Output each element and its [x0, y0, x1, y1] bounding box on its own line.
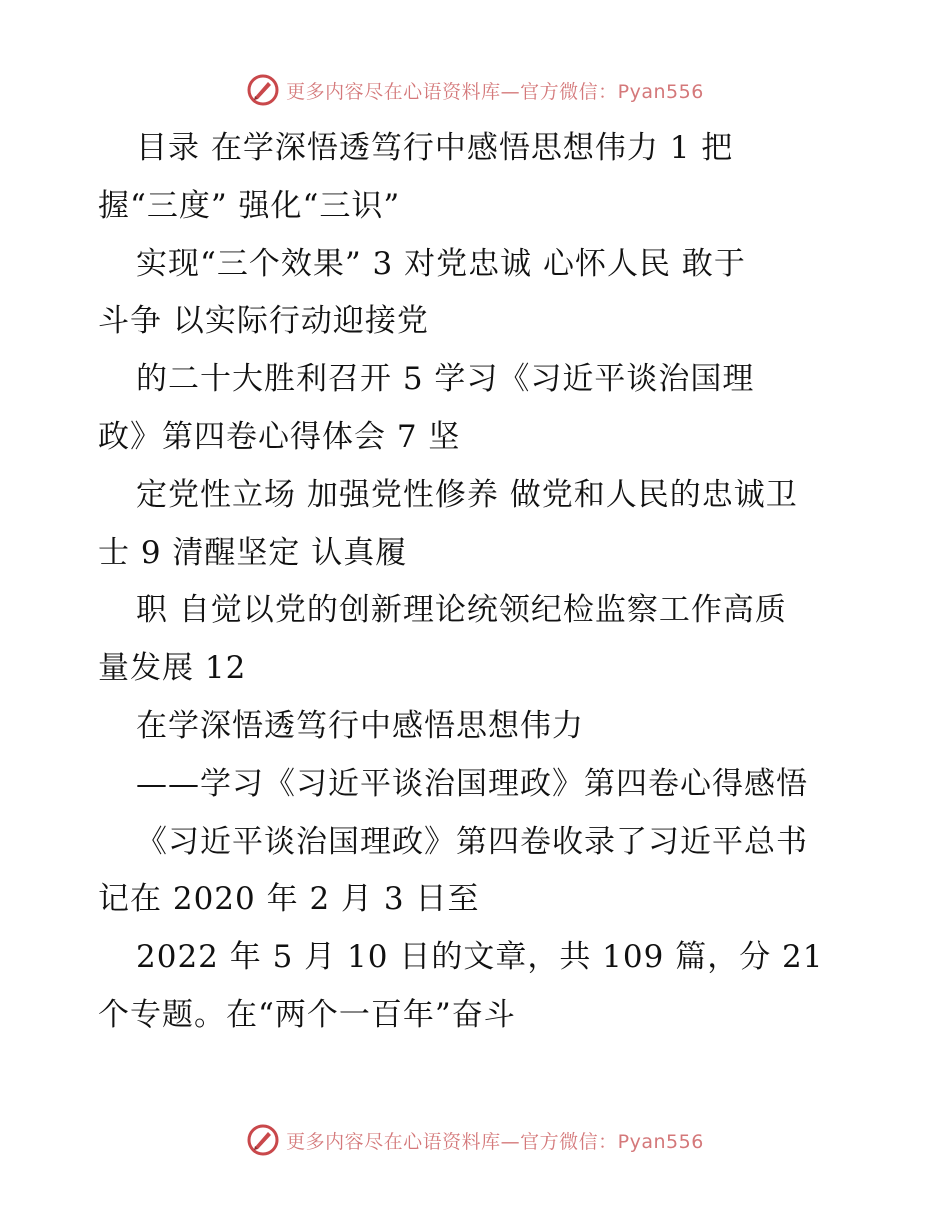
text-line-14: 记在 2020 年 2 月 3 日至 [98, 881, 480, 918]
watermark-text: 更多内容尽在心语资料库—官方微信：Pyan556 [286, 1130, 704, 1153]
quill-logo-icon [246, 1123, 280, 1157]
text-line-1: 目录 在学深悟透笃行中感悟思想伟力 1 把 [136, 130, 734, 166]
text-line-3: 实现“三个效果” 3 对党忠诚 心怀人民 敢于 [136, 245, 746, 282]
text-line-6: 政》第四卷心得体会 7 坚 [98, 418, 461, 455]
text-line-15: 2022 年 5 月 10 日的文章，共 109 篇，分 21 [136, 939, 824, 976]
text-line-9: 职 自觉以党的创新理论统领纪检监察工作高质 [136, 592, 787, 629]
quill-logo-icon [246, 73, 280, 107]
text-line-5: 的二十大胜利召开 5 学习《习近平谈治国理 [136, 361, 755, 398]
watermark-text: 更多内容尽在心语资料库—官方微信：Pyan556 [286, 80, 704, 103]
section-subtitle: ——学习《习近平谈治国理政》第四卷心得感悟 [136, 765, 808, 802]
section-title: 在学深悟透笃行中感悟思想伟力 [136, 707, 584, 744]
text-line-4: 斗争 以实际行动迎接党 [98, 303, 429, 340]
header-watermark [0, 70, 950, 110]
text-line-8: 士 9 清醒坚定 认真履 [98, 534, 408, 571]
text-line-7: 定党性立场 加强党性修养 做党和人民的忠诚卫 [136, 476, 798, 513]
text-line-2: 握“三度” 强化“三识” [98, 187, 401, 224]
text-line-10: 量发展 12 [98, 650, 247, 687]
text-line-16: 个专题。在“两个一百年”奋斗 [98, 996, 516, 1033]
document-body [98, 120, 858, 1045]
text-line-13: 《习近平谈治国理政》第四卷收录了习近平总书 [136, 823, 808, 860]
footer-watermark [0, 1120, 950, 1160]
